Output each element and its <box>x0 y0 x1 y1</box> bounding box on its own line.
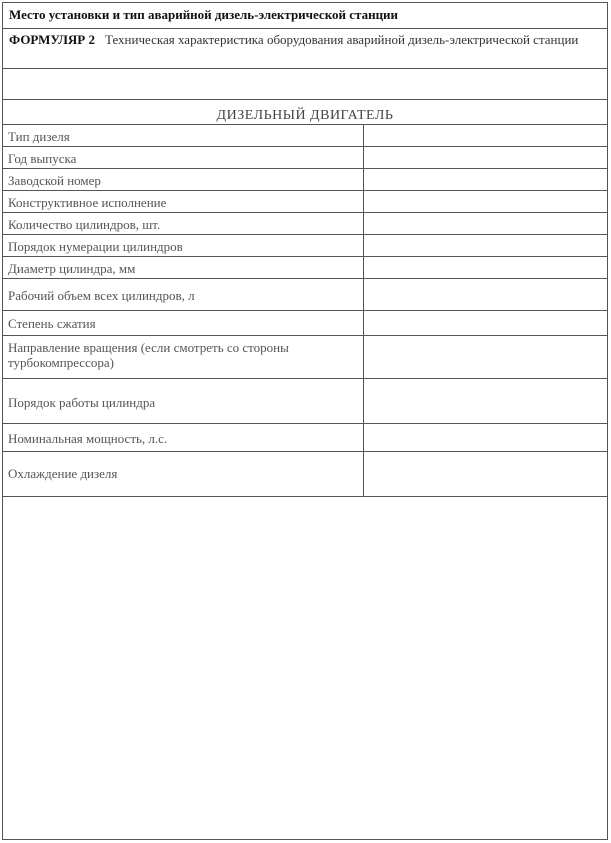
row-label: Заводской номер <box>8 173 101 188</box>
row-value-cell[interactable] <box>363 235 607 256</box>
row-label: Рабочий объем всех цилиндров, л <box>8 288 195 303</box>
table-row <box>3 424 607 452</box>
spec-table <box>3 125 607 497</box>
table-row <box>3 235 607 257</box>
table-row <box>3 169 607 191</box>
row-value-cell[interactable] <box>363 147 607 168</box>
table-row <box>3 125 607 147</box>
row-label: Порядок работы цилиндра <box>8 395 156 410</box>
row-label: Конструктивное исполнение <box>8 195 167 210</box>
row-label: Год выпуска <box>8 151 77 166</box>
location-line: Место установки и тип аварийной дизель-электрической станции <box>9 7 399 22</box>
row-label: Диаметр цилиндра, мм <box>8 261 136 276</box>
form-title: Техническая характеристика оборудования аварийной дизель-электрической станции <box>105 32 579 47</box>
form-title-text <box>9 32 599 47</box>
row-value-cell[interactable] <box>363 125 607 146</box>
row-value-cell[interactable] <box>363 257 607 278</box>
row-value-cell[interactable] <box>363 311 607 335</box>
table-row <box>3 213 607 235</box>
table-row <box>3 452 607 497</box>
row-value-cell[interactable] <box>363 424 607 451</box>
row-label: Направление вращения (если смотреть со стороны турбокомпрессора) <box>8 340 289 370</box>
row-value-cell[interactable] <box>363 213 607 234</box>
row-value-cell[interactable] <box>363 452 607 496</box>
table-row <box>3 379 607 424</box>
row-label: Тип дизеля <box>8 129 70 144</box>
form-sheet <box>2 2 608 840</box>
table-row <box>3 257 607 279</box>
form-title-row <box>3 29 607 69</box>
row-value-cell[interactable] <box>363 169 607 190</box>
section-title: ДИЗЕЛЬНЫЙ ДВИГАТЕЛЬ <box>216 108 394 123</box>
row-label: Охлаждение дизеля <box>8 466 118 481</box>
form-code: ФОРМУЛЯР 2 <box>9 32 95 47</box>
row-value-cell[interactable] <box>363 191 607 212</box>
row-label: Порядок нумерации цилиндров <box>8 239 183 254</box>
row-value-cell[interactable] <box>363 379 607 423</box>
row-label: Количество цилиндров, шт. <box>8 217 161 232</box>
table-row <box>3 336 607 379</box>
row-label: Степень сжатия <box>8 316 96 331</box>
section-header-row <box>3 100 607 125</box>
table-row <box>3 311 607 336</box>
table-row <box>3 279 607 311</box>
row-value-cell[interactable] <box>363 279 607 310</box>
location-row <box>3 3 607 29</box>
table-row <box>3 191 607 213</box>
row-value-cell[interactable] <box>363 336 607 378</box>
blank-row[interactable] <box>3 69 607 100</box>
table-row <box>3 147 607 169</box>
row-label: Номинальная мощность, л.с. <box>8 431 168 446</box>
